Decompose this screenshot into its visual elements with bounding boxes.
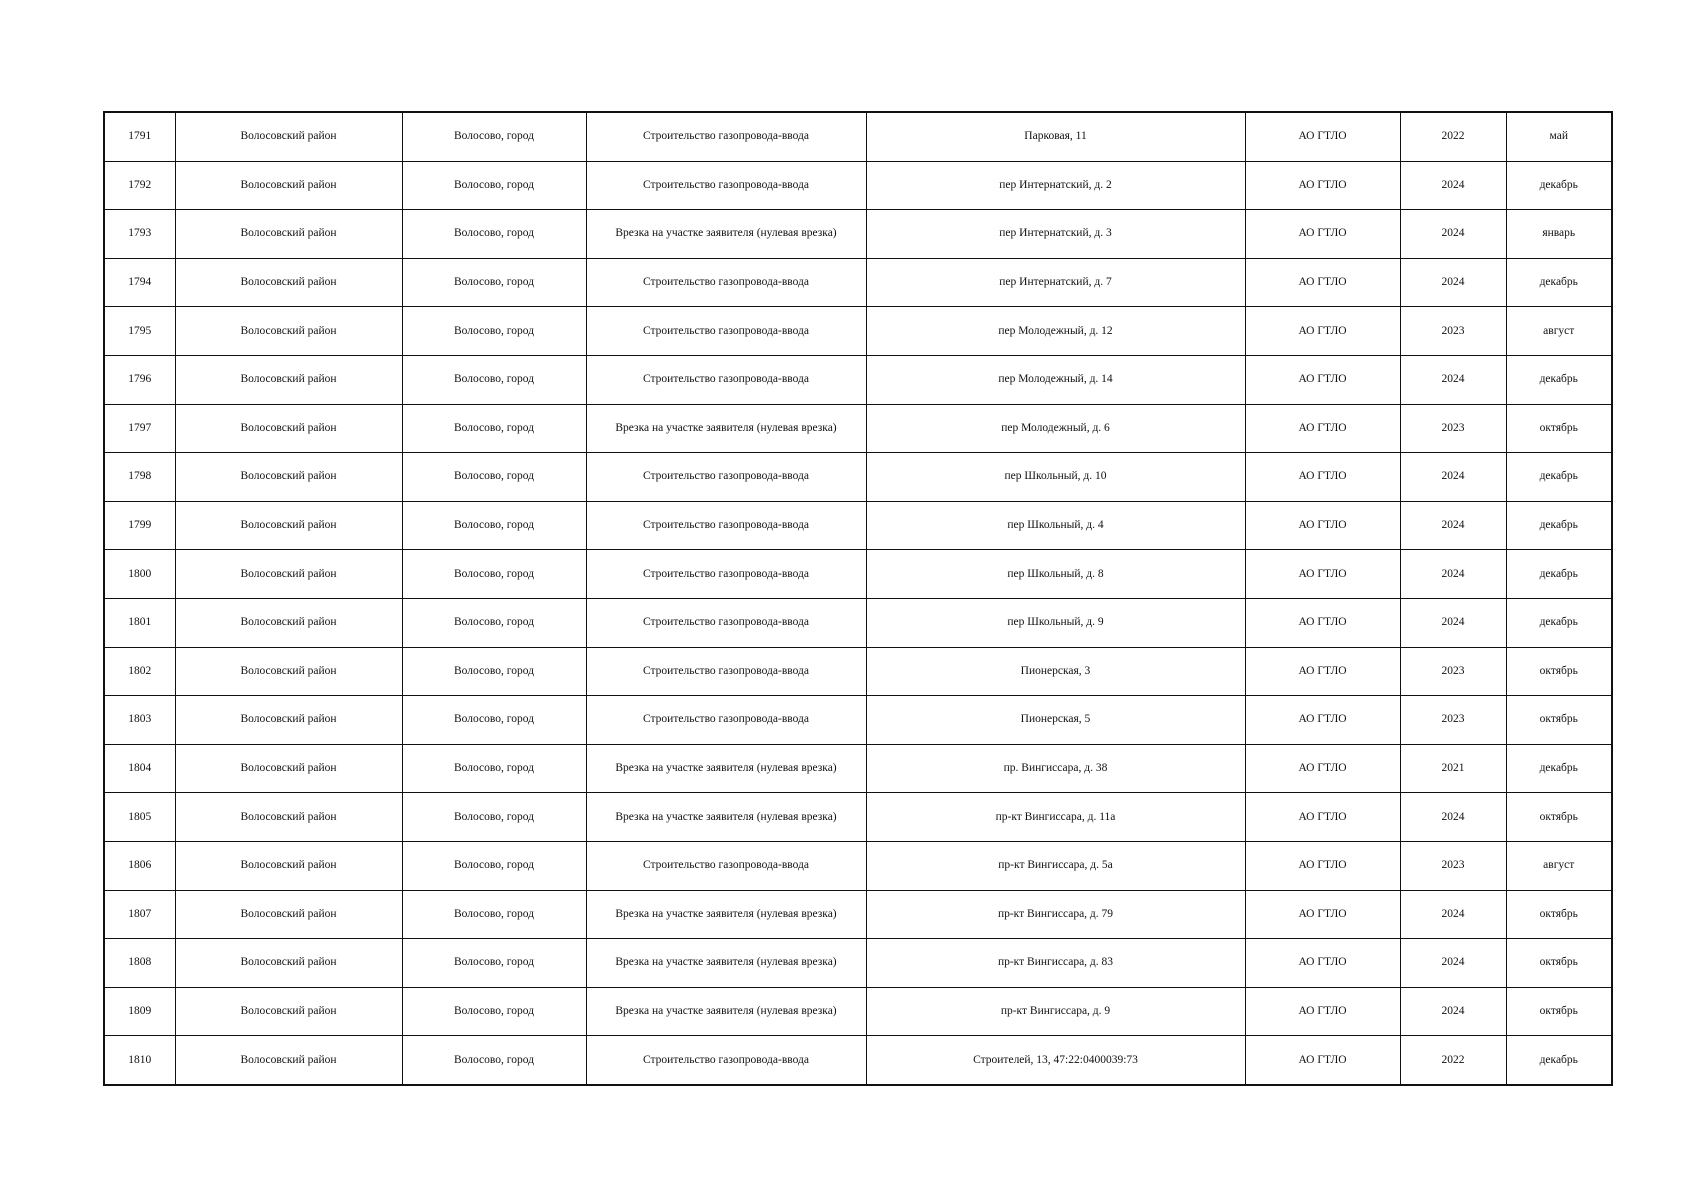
work-type-cell: Строительство газопровода-ввода [586, 307, 866, 356]
organization-cell: АО ГТЛО [1245, 112, 1400, 161]
year-cell: 2021 [1400, 744, 1506, 793]
district-cell: Волосовский район [175, 647, 402, 696]
row-number-cell: 1802 [104, 647, 175, 696]
organization-cell: АО ГТЛО [1245, 598, 1400, 647]
district-cell: Волосовский район [175, 696, 402, 745]
organization-cell: АО ГТЛО [1245, 355, 1400, 404]
table-row [104, 793, 1612, 842]
month-cell: октябрь [1506, 939, 1612, 988]
gasification-table [103, 111, 1613, 1086]
address-cell: Пионерская, 3 [866, 647, 1245, 696]
address-cell: Строителей, 13, 47:22:0400039:73 [866, 1036, 1245, 1085]
table-row [104, 453, 1612, 502]
locality-cell: Волосово, город [402, 210, 586, 259]
month-cell: октябрь [1506, 404, 1612, 453]
month-cell: декабрь [1506, 355, 1612, 404]
locality-cell: Волосово, город [402, 258, 586, 307]
work-type-cell: Строительство газопровода-ввода [586, 501, 866, 550]
address-cell: пер Молодежный, д. 6 [866, 404, 1245, 453]
year-cell: 2024 [1400, 258, 1506, 307]
locality-cell: Волосово, город [402, 404, 586, 453]
address-cell: пр-кт Вингиссара, д. 9 [866, 987, 1245, 1036]
table-row [104, 112, 1612, 161]
organization-cell: АО ГТЛО [1245, 841, 1400, 890]
locality-cell: Волосово, город [402, 501, 586, 550]
work-type-cell: Врезка на участке заявителя (нулевая врезка) [586, 890, 866, 939]
address-cell: Парковая, 11 [866, 112, 1245, 161]
district-cell: Волосовский район [175, 987, 402, 1036]
organization-cell: АО ГТЛО [1245, 744, 1400, 793]
table-row [104, 598, 1612, 647]
month-cell: август [1506, 307, 1612, 356]
table-row [104, 404, 1612, 453]
district-cell: Волосовский район [175, 744, 402, 793]
year-cell: 2024 [1400, 793, 1506, 842]
year-cell: 2023 [1400, 307, 1506, 356]
table-row [104, 161, 1612, 210]
row-number-cell: 1801 [104, 598, 175, 647]
year-cell: 2024 [1400, 987, 1506, 1036]
month-cell: май [1506, 112, 1612, 161]
district-cell: Волосовский район [175, 453, 402, 502]
table-row [104, 1036, 1612, 1085]
district-cell: Волосовский район [175, 112, 402, 161]
table-row [104, 744, 1612, 793]
organization-cell: АО ГТЛО [1245, 501, 1400, 550]
month-cell: декабрь [1506, 501, 1612, 550]
work-type-cell: Врезка на участке заявителя (нулевая врезка) [586, 987, 866, 1036]
locality-cell: Волосово, город [402, 744, 586, 793]
organization-cell: АО ГТЛО [1245, 307, 1400, 356]
row-number-cell: 1800 [104, 550, 175, 599]
row-number-cell: 1792 [104, 161, 175, 210]
month-cell: декабрь [1506, 161, 1612, 210]
year-cell: 2023 [1400, 696, 1506, 745]
table-row [104, 647, 1612, 696]
work-type-cell: Врезка на участке заявителя (нулевая врезка) [586, 404, 866, 453]
row-number-cell: 1797 [104, 404, 175, 453]
year-cell: 2023 [1400, 404, 1506, 453]
locality-cell: Волосово, город [402, 1036, 586, 1085]
address-cell: пр-кт Вингиссара, д. 79 [866, 890, 1245, 939]
work-type-cell: Строительство газопровода-ввода [586, 355, 866, 404]
address-cell: пр. Вингиссара, д. 38 [866, 744, 1245, 793]
address-cell: пер Интернатский, д. 7 [866, 258, 1245, 307]
address-cell: пр-кт Вингиссара, д. 5а [866, 841, 1245, 890]
work-type-cell: Строительство газопровода-ввода [586, 841, 866, 890]
organization-cell: АО ГТЛО [1245, 890, 1400, 939]
address-cell: пр-кт Вингиссара, д. 11а [866, 793, 1245, 842]
work-type-cell: Строительство газопровода-ввода [586, 1036, 866, 1085]
district-cell: Волосовский район [175, 793, 402, 842]
locality-cell: Волосово, город [402, 112, 586, 161]
district-cell: Волосовский район [175, 258, 402, 307]
organization-cell: АО ГТЛО [1245, 453, 1400, 502]
row-number-cell: 1807 [104, 890, 175, 939]
district-cell: Волосовский район [175, 161, 402, 210]
month-cell: декабрь [1506, 1036, 1612, 1085]
month-cell: август [1506, 841, 1612, 890]
district-cell: Волосовский район [175, 598, 402, 647]
work-type-cell: Строительство газопровода-ввода [586, 112, 866, 161]
year-cell: 2024 [1400, 501, 1506, 550]
locality-cell: Волосово, город [402, 696, 586, 745]
year-cell: 2024 [1400, 210, 1506, 259]
month-cell: декабрь [1506, 744, 1612, 793]
row-number-cell: 1804 [104, 744, 175, 793]
table-row [104, 550, 1612, 599]
district-cell: Волосовский район [175, 841, 402, 890]
organization-cell: АО ГТЛО [1245, 793, 1400, 842]
work-type-cell: Строительство газопровода-ввода [586, 453, 866, 502]
address-cell: пер Молодежный, д. 12 [866, 307, 1245, 356]
work-type-cell: Строительство газопровода-ввода [586, 647, 866, 696]
year-cell: 2023 [1400, 647, 1506, 696]
organization-cell: АО ГТЛО [1245, 258, 1400, 307]
row-number-cell: 1806 [104, 841, 175, 890]
row-number-cell: 1810 [104, 1036, 175, 1085]
table-row [104, 696, 1612, 745]
organization-cell: АО ГТЛО [1245, 696, 1400, 745]
locality-cell: Волосово, город [402, 307, 586, 356]
month-cell: январь [1506, 210, 1612, 259]
locality-cell: Волосово, город [402, 841, 586, 890]
table-row [104, 501, 1612, 550]
year-cell: 2022 [1400, 112, 1506, 161]
table-row [104, 210, 1612, 259]
month-cell: октябрь [1506, 696, 1612, 745]
year-cell: 2024 [1400, 598, 1506, 647]
table-row [104, 987, 1612, 1036]
year-cell: 2024 [1400, 890, 1506, 939]
month-cell: октябрь [1506, 890, 1612, 939]
address-cell: пр-кт Вингиссара, д. 83 [866, 939, 1245, 988]
year-cell: 2024 [1400, 355, 1506, 404]
month-cell: октябрь [1506, 793, 1612, 842]
work-type-cell: Строительство газопровода-ввода [586, 550, 866, 599]
locality-cell: Волосово, город [402, 598, 586, 647]
address-cell: пер Молодежный, д. 14 [866, 355, 1245, 404]
work-type-cell: Строительство газопровода-ввода [586, 258, 866, 307]
row-number-cell: 1799 [104, 501, 175, 550]
address-cell: пер Интернатский, д. 2 [866, 161, 1245, 210]
district-cell: Волосовский район [175, 404, 402, 453]
year-cell: 2024 [1400, 939, 1506, 988]
district-cell: Волосовский район [175, 890, 402, 939]
row-number-cell: 1793 [104, 210, 175, 259]
table-row [104, 307, 1612, 356]
organization-cell: АО ГТЛО [1245, 647, 1400, 696]
year-cell: 2024 [1400, 453, 1506, 502]
work-type-cell: Строительство газопровода-ввода [586, 161, 866, 210]
row-number-cell: 1796 [104, 355, 175, 404]
table-row [104, 841, 1612, 890]
locality-cell: Волосово, город [402, 987, 586, 1036]
row-number-cell: 1809 [104, 987, 175, 1036]
table-body [104, 112, 1612, 1085]
table-row [104, 258, 1612, 307]
month-cell: октябрь [1506, 647, 1612, 696]
district-cell: Волосовский район [175, 355, 402, 404]
row-number-cell: 1794 [104, 258, 175, 307]
year-cell: 2024 [1400, 550, 1506, 599]
address-cell: Пионерская, 5 [866, 696, 1245, 745]
locality-cell: Волосово, город [402, 161, 586, 210]
locality-cell: Волосово, город [402, 647, 586, 696]
month-cell: декабрь [1506, 258, 1612, 307]
organization-cell: АО ГТЛО [1245, 161, 1400, 210]
address-cell: пер Школьный, д. 8 [866, 550, 1245, 599]
row-number-cell: 1808 [104, 939, 175, 988]
district-cell: Волосовский район [175, 550, 402, 599]
district-cell: Волосовский район [175, 307, 402, 356]
locality-cell: Волосово, город [402, 550, 586, 599]
address-cell: пер Школьный, д. 9 [866, 598, 1245, 647]
row-number-cell: 1791 [104, 112, 175, 161]
locality-cell: Волосово, город [402, 453, 586, 502]
row-number-cell: 1805 [104, 793, 175, 842]
locality-cell: Волосово, город [402, 890, 586, 939]
year-cell: 2024 [1400, 161, 1506, 210]
month-cell: октябрь [1506, 987, 1612, 1036]
locality-cell: Волосово, город [402, 793, 586, 842]
table-row [104, 355, 1612, 404]
work-type-cell: Врезка на участке заявителя (нулевая врезка) [586, 939, 866, 988]
work-type-cell: Строительство газопровода-ввода [586, 696, 866, 745]
organization-cell: АО ГТЛО [1245, 939, 1400, 988]
organization-cell: АО ГТЛО [1245, 1036, 1400, 1085]
district-cell: Волосовский район [175, 1036, 402, 1085]
month-cell: декабрь [1506, 598, 1612, 647]
year-cell: 2023 [1400, 841, 1506, 890]
organization-cell: АО ГТЛО [1245, 210, 1400, 259]
work-type-cell: Строительство газопровода-ввода [586, 598, 866, 647]
work-type-cell: Врезка на участке заявителя (нулевая врезка) [586, 744, 866, 793]
district-cell: Волосовский район [175, 210, 402, 259]
work-type-cell: Врезка на участке заявителя (нулевая врезка) [586, 210, 866, 259]
district-cell: Волосовский район [175, 939, 402, 988]
row-number-cell: 1803 [104, 696, 175, 745]
address-cell: пер Школьный, д. 4 [866, 501, 1245, 550]
locality-cell: Волосово, город [402, 355, 586, 404]
row-number-cell: 1795 [104, 307, 175, 356]
organization-cell: АО ГТЛО [1245, 404, 1400, 453]
month-cell: декабрь [1506, 550, 1612, 599]
month-cell: декабрь [1506, 453, 1612, 502]
table-row [104, 939, 1612, 988]
table-row [104, 890, 1612, 939]
address-cell: пер Интернатский, д. 3 [866, 210, 1245, 259]
work-type-cell: Врезка на участке заявителя (нулевая врезка) [586, 793, 866, 842]
address-cell: пер Школьный, д. 10 [866, 453, 1245, 502]
locality-cell: Волосово, город [402, 939, 586, 988]
organization-cell: АО ГТЛО [1245, 987, 1400, 1036]
district-cell: Волосовский район [175, 501, 402, 550]
row-number-cell: 1798 [104, 453, 175, 502]
year-cell: 2022 [1400, 1036, 1506, 1085]
organization-cell: АО ГТЛО [1245, 550, 1400, 599]
